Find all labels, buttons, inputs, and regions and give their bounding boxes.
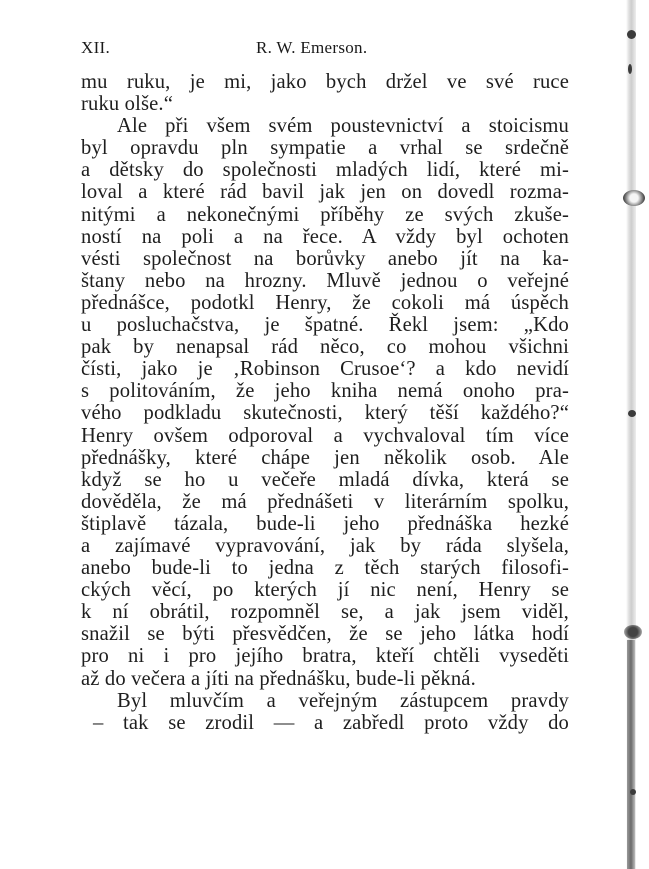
text-line: ckých věcí, po kterých jí nic není, Henry se (81, 579, 569, 602)
text-line: ností na poli a na řece. A vždy byl ochoten (81, 225, 569, 248)
text-line: anebo bude-li to jedna z těch starých filosofi- (81, 557, 569, 580)
text-line: u posluchačstva, je špatné. Řekl jsem: „Kdo (81, 314, 569, 337)
text-line: dověděla, že má přednášeti v literárním spolku, (81, 490, 569, 513)
text-line: – tak se zrodil — a zabředl proto vždy do (93, 711, 569, 734)
binding-thread-mark (628, 64, 632, 74)
paragraph-start-line: Byl mluvčím a veřejným zástupcem pravdy (117, 689, 569, 712)
binding-thread-mark (624, 625, 642, 639)
text-line: mu ruku, je mi, jako bych držel ve své ruce (81, 71, 569, 93)
text-line: čísti, jako je ‚Robinson Crusoe‘? a kdo nevidí (81, 358, 569, 381)
binding-shadow-dark (627, 640, 635, 869)
running-title: R. W. Emerson. (256, 38, 368, 57)
body-text (81, 71, 569, 734)
text-line: byl opravdu pln sympatie a vrhal se srdečně (81, 137, 569, 160)
text-line: štany nebo na hrozny. Mluvě jednou o veřejné (81, 269, 569, 292)
text-line: až do večera a jíti na přednášku, bude-li pěkná. (81, 667, 476, 690)
text-line: když se ho u večeře mladá dívka, která se (81, 468, 569, 491)
text-line: a zajímavé vypravování, jak by ráda slyšela, (81, 534, 569, 557)
text-line: vésti společnost na borůvky anebo jít na ka- (81, 247, 569, 270)
text-line: přednášky, které chápe jen několik osob. Ale (81, 446, 569, 469)
text-line: štiplavě tázala, bude-li jeho přednáška hezké (81, 512, 569, 535)
text-line: přednášce, podotkl Henry, že cokoli má úspěch (81, 291, 569, 314)
text-line: s politováním, že jeho kniha nemá onoho pra- (81, 380, 569, 403)
text-line: vého podkladu skutečnosti, který těší každého?“ (81, 402, 569, 425)
text-line: a dětsky do společnosti mladých lidí, které mi- (81, 159, 569, 182)
text-line: Henry ovšem odporoval a vychvaloval tím více (81, 424, 569, 447)
text-line: nitými a nekonečnými příběhy ze svých zkuše- (81, 203, 569, 226)
binding-thread-mark (630, 789, 636, 795)
text-line: pak by nenapsal rád něco, co mohou všichni (81, 336, 569, 359)
text-line: snažil se býti přesvědčen, že se jeho látka hodí (81, 623, 569, 646)
page-binding-edge (590, 0, 649, 869)
binding-thread-mark (623, 190, 645, 206)
text-line: ruku olše.“ (81, 93, 174, 116)
paragraph-start-line: Ale při všem svém poustevnictví a stoicismu (117, 115, 569, 138)
page-header (81, 38, 567, 62)
page-number: XII. (81, 38, 111, 57)
text-line: pro ni i pro jejího bratra, kteří chtěli vyseděti (81, 645, 569, 668)
binding-thread-mark (627, 30, 636, 39)
binding-thread-mark (628, 410, 636, 417)
text-line: loval a které rád bavil jak jen on dovedl rozma- (81, 181, 569, 204)
text-line: k ní obrátil, rozpomněl se, a jak jsem viděl, (81, 601, 569, 624)
